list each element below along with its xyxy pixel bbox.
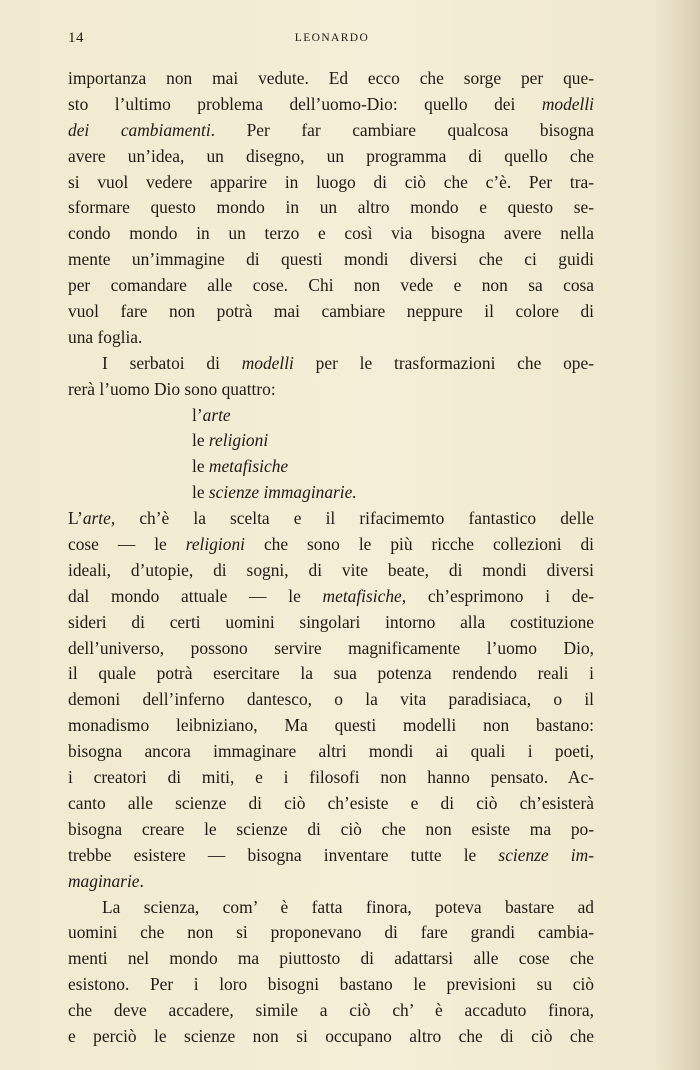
text-line (68, 1024, 594, 1050)
text-line (68, 869, 594, 895)
text-line (68, 998, 594, 1024)
line-text: rerà l’uomo Dio sono quattro: (68, 378, 276, 399)
line-text: canto alle scienze di ciò ch’esiste e di ciò ch’esisterà (68, 792, 594, 813)
list-item (68, 480, 594, 506)
text-line (68, 765, 594, 791)
text-line (68, 66, 594, 92)
line-italic: scienze im- (498, 844, 594, 865)
line-italic: modelli (241, 352, 294, 373)
text-line (68, 920, 594, 946)
line-text: e perciò le scienze non si occupano altro che di ciò che (68, 1025, 594, 1046)
line-text: che deve accadere, simile a ciò ch’ è accaduto finora, (68, 1000, 594, 1021)
text-line (68, 687, 594, 713)
line-italic: arte (202, 404, 231, 425)
line-text: esistono. Per i loro bisogni bastano le previsioni su ciò (68, 974, 594, 995)
text-line (68, 661, 594, 687)
line-text: ch’è la scelta e il rifacimemto fantastico delle (115, 508, 594, 529)
line-text: per le trasformazioni che ope- (293, 352, 594, 373)
line-italic: dei cambiamenti (68, 119, 211, 140)
line-text: L’ (68, 508, 83, 529)
line-text: importanza non mai vedute. Ed ecco che sorge per que- (68, 68, 594, 88)
text-line (68, 791, 594, 817)
text-line (68, 377, 594, 403)
text-line (68, 144, 594, 170)
running-head: LEONARDO (294, 32, 370, 44)
line-text: si vuol vedere apparire in luogo di ciò che c’è. Per tra- (68, 171, 594, 192)
line-text: monadismo leibniziano, Ma questi modelli non bastano: (68, 715, 594, 736)
text-line (68, 195, 594, 221)
line-text: l’ (192, 404, 203, 425)
line-text: sformare questo mondo in un altro mondo e questo se- (68, 197, 594, 218)
line-italic: religioni (208, 430, 269, 451)
line-italic: scienze immaginarie. (208, 482, 357, 503)
line-text: bisogna creare le scienze di ciò che non esiste ma po- (68, 818, 594, 839)
text-line (68, 558, 594, 584)
line-text: che sono le più ricche collezioni di (244, 534, 594, 555)
line-text: uomini che non si proponevano di fare grandi cambia- (68, 922, 594, 943)
text-line (68, 532, 594, 558)
line-text: vuol fare non potrà mai cambiare neppure il colore di (68, 301, 594, 322)
text-line (68, 351, 594, 377)
text-line (68, 247, 594, 273)
text-line (68, 118, 594, 144)
line-text: cose — le (68, 534, 186, 555)
line-text: le (192, 430, 209, 451)
list-item (68, 454, 594, 480)
line-text: le (192, 456, 209, 477)
line-text: per comandare alle cose. Chi non vede e non sa cosa (68, 275, 594, 296)
line-text: condo mondo in un terzo e così via bisogna avere nella (68, 223, 594, 244)
body-text (68, 66, 594, 1050)
line-text: . Per far cambiare qualcosa bisogna (210, 119, 594, 140)
text-line (68, 817, 594, 843)
page-header (68, 30, 596, 52)
line-text: bisogna ancora immaginare altri mondi ai quali i poeti, (68, 741, 594, 762)
line-text: mente un’immagine di questi mondi diversi che ci guidi (68, 249, 594, 270)
line-text: demoni dell’inferno dantesco, o la vita paradisiaca, o il (68, 689, 594, 710)
line-text: dell’universo, possono servire magnificamente l’uomo Dio, (68, 637, 594, 658)
line-text: . (139, 870, 144, 891)
line-italic: metafisiche, (322, 585, 407, 606)
line-text: La scienza, com’ è fatta finora, poteva bastare ad (102, 896, 594, 917)
text-line (68, 273, 594, 299)
text-line (68, 843, 594, 869)
text-line (68, 972, 594, 998)
text-line (68, 739, 594, 765)
text-line (68, 221, 594, 247)
line-text: le (192, 482, 209, 503)
line-text: trebbe esistere — bisogna inventare tutte le (68, 844, 499, 865)
text-line (68, 584, 594, 610)
text-line (68, 506, 594, 532)
line-text: una foglia. (68, 326, 143, 347)
line-text: I serbatoi di (102, 352, 242, 373)
line-text: menti nel mondo ma piuttosto di adattarsi alle cose che (68, 948, 594, 969)
text-line (68, 170, 594, 196)
line-text: dal mondo attuale — le (68, 585, 323, 606)
text-line (68, 946, 594, 972)
text-line (68, 610, 594, 636)
line-italic: arte, (82, 508, 116, 529)
text-line (68, 325, 594, 351)
line-italic: maginarie (68, 870, 140, 891)
list-item (68, 403, 594, 429)
line-text: sideri di certi uomini singolari intorno alla costituzione (68, 611, 594, 632)
line-text: avere un’idea, un disegno, un programma di quello che (68, 145, 594, 166)
line-italic: metafisiche (208, 456, 289, 477)
list-item (68, 428, 594, 454)
text-line (68, 713, 594, 739)
text-line (68, 636, 594, 662)
line-text: ideali, d’utopie, di sogni, di vite beate, di mondi diversi (68, 559, 594, 580)
line-text: il quale potrà esercitare la sua potenza rendendo reali i (68, 663, 594, 684)
line-italic: religioni (185, 534, 245, 555)
text-line (68, 92, 594, 118)
text-line (68, 299, 594, 325)
line-text: ch’esprimono i de- (406, 585, 594, 606)
line-text: i creatori di miti, e i filosofi non hanno pensato. Ac- (68, 767, 594, 788)
line-italic: modelli (541, 93, 594, 114)
page-number: 14 (68, 30, 84, 46)
text-line (68, 895, 594, 921)
page-gutter-shadow (654, 0, 700, 1070)
line-text: sto l’ultimo problema dell’uomo-Dio: quello dei (68, 93, 542, 114)
